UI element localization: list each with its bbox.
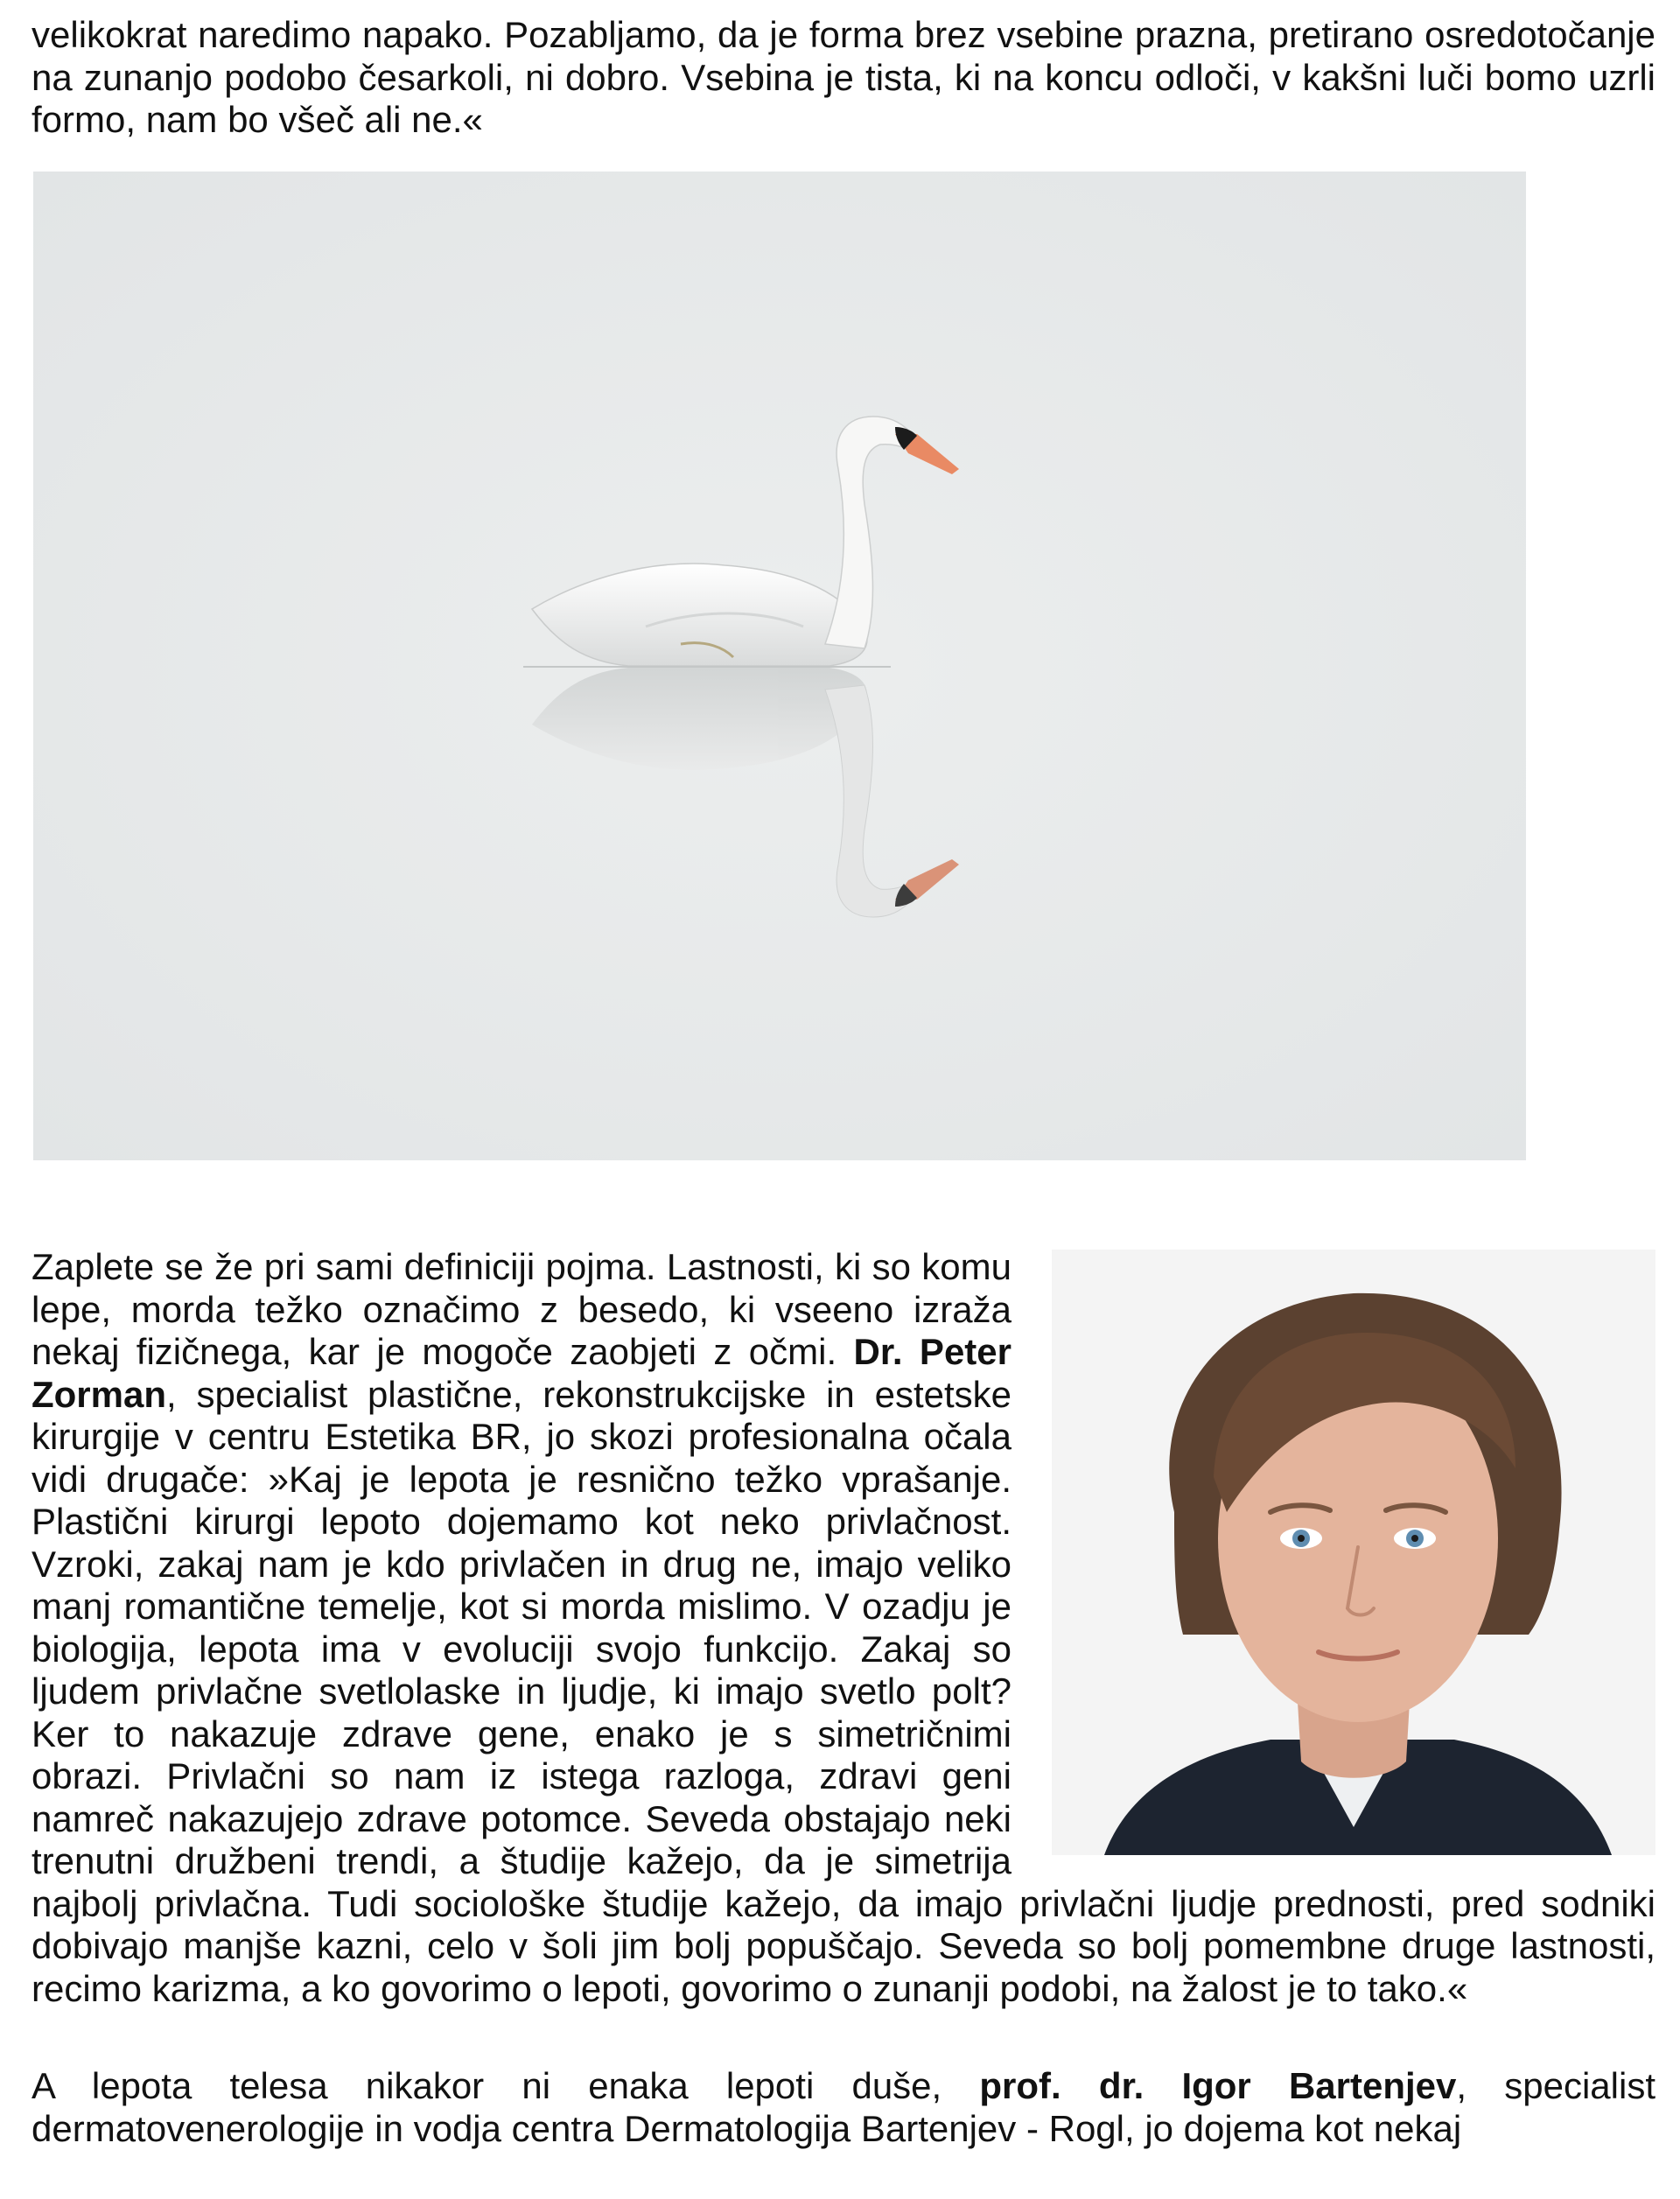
intro-paragraph: velikokrat naredimo napako. Pozabljamo, da je forma brez vsebine prazna, pretirano osredotočanje na zunanjo podobo česarkoli, ni dobro. Vsebina je tista, ki na koncu odloči, v kakšni luči bomo uzrli formo, nam bo všeč ali ne.« [32,14,1656,140]
zorman-name: Dr. Peter Zorman [32,1331,1012,1415]
swan-photo [33,172,1526,1160]
bartenjev-paragraph [32,2065,1656,2150]
bartenjev-text-after: , specialist dermatovenerologije in vodja centra Dermatologija Bartenjev - Rogl, jo dojema kot nekaj [32,2065,1656,2149]
bartenjev-text-before: A lepota telesa nikakor ni enaka lepoti duše, [32,2065,980,2106]
zorman-text-after: , specialist plastične, rekonstrukcijske in estetske kirurgije v centru Estetika BR, jo skozi profesionalna očala vidi drugače: »Kaj je lepota je resnično težko vprašanje. Plastični kirurgi lepoto dojemamo kot neko privlačnost. Vzroki, zakaj nam je kdo privlačen in drug ne, imajo veliko manj romantične temelje, kot si morda mislimo. V ozadju je biologija, lepota ima v evoluciji svojo funkcijo. Zakaj so ljudem privlačne svetlolaske in ljudje, ki imajo svetlo polt? Ker to nakazuje zdrave gene, enako je s simetričnimi obrazi. Privlačni so nam iz istega razloga, zdravi geni namreč nakazujejo zdrave potomce. Seveda obstajajo neki trenutni družbeni trendi, a študije kažejo, da je simetrija najbolj privlačna. Tudi sociološke študije kažejo, da imajo privlačni ljudje prednosti, pred sodniki dobivajo manjše kazni, celo v šoli jim bolj popuščajo. Seveda so bolj pomembne druge lastnosti, recimo karizma, a ko govorimo o lepoti, govorimo o zunanji podobi, na žalost je to tako.« [32,1373,1656,2009]
zorman-text-before: Zaplete se že pri sami definiciji pojma. Lastnosti, ki so komu lepe, morda težko označimo z besedo, ki vseeno izraža nekaj fizičnega, kar je mogoče zaobjeti z očmi. [32,1246,1012,1372]
bartenjev-name: prof. dr. Igor Bartenjev [979,2065,1457,2106]
zorman-paragraph-block [32,1246,1656,2010]
